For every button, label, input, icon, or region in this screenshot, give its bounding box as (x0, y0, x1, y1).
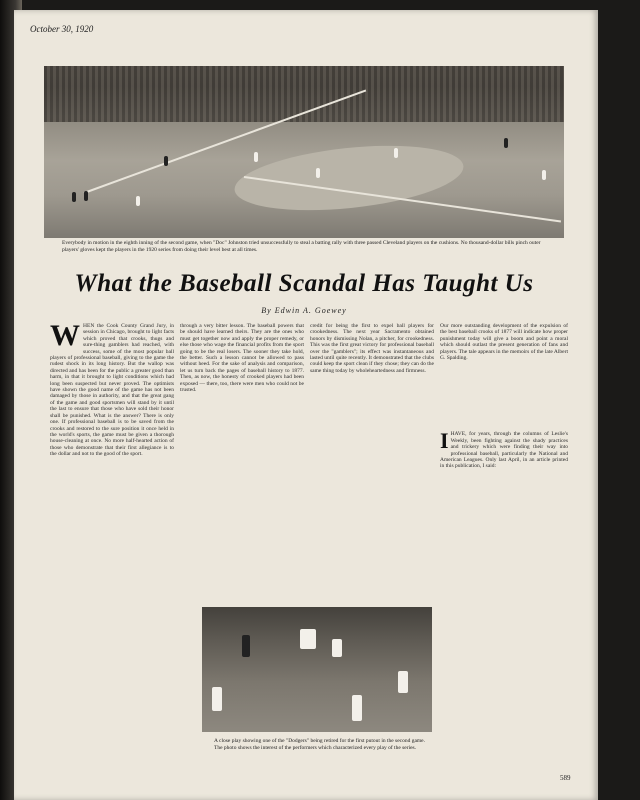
column-text: through a very bitter lesson. The baseball powers that be should have learned theirs. They are the ones who must get together now and apply the proper remedy, or else those who wage the financial profits from the sport going to be the real losers. The sooner they take hold, the better. Such a lesson cannot be allowed to pass without heed. For the sake of analysis and comparison, let us turn back the pages of baseball history to 1877. Then, as now, the honesty of crooked players had been exposed — there, too, there were men who could not be trusted. (180, 323, 304, 394)
player-figure (164, 156, 168, 166)
player-figure (398, 671, 408, 693)
article-column (440, 323, 568, 778)
player-figure (332, 639, 342, 657)
player-figure (316, 168, 320, 178)
home-plate-play-photo (202, 607, 432, 732)
article-column (50, 323, 174, 778)
umpire-figure (242, 635, 250, 657)
column-text: Our more outstanding development of the expulsion of the best baseball crooks of 1877 will indicate how proper punishment today will give a boom and point a moral which should outlast the present generation of fans and players. The tale appears in the memoirs of the late Albert G. Spalding. (440, 323, 568, 362)
player-figure (84, 191, 88, 201)
page-number: 589 (560, 774, 571, 782)
player-figure (72, 192, 76, 202)
player-figure (254, 152, 258, 162)
photo-caption: Everybody in motion in the eighth inning of the second game, when "Doc" Johnston tried unsuccessfully to steal a batting rally with three passed Cleveland players on the cushions. No thousand-dollar bills pinch outer players' gloves kept the players in the 1920 series from doing their level best at all times. (62, 240, 541, 253)
article-column (310, 323, 434, 608)
photo-caption: A close play showing one of the "Dodgers" being retired for the first putout in the second game. The photo shows the interest of the performers which characterized every play of the series. (214, 738, 425, 751)
infield (231, 136, 466, 220)
section-drop-cap: I (440, 428, 449, 454)
section-text: HAVE, for years, through the columns of Leslie's Weekly, been fighting against the shady practices and trickery which were finding their way into professional baseball, particularly the National and American Leagues. Only last April, in an article printed in this publication, I said: (440, 431, 568, 470)
player-figure (212, 687, 222, 711)
player-figure (542, 170, 546, 180)
player-figure (136, 196, 140, 206)
article-byline: By Edwin A. Goewey (261, 306, 347, 315)
column-text: HEN the Cook County Grand Jury, in session in Chicago, brought to light facts which proved that crooks, thugs and sure-thing gamblers had reached, with success, some of the most popular ball players of professional baseball, giving to the game the rudest shock in its long history. But the wallop was directed and has been for the public a greater good than harm, in that it brought to light conditions which had long been suspected but never proved. The optimists have shown the good name of the game has not been damaged by those in authority, and that the great gang of the game and good sportsmen will stand by it until the last to ensure that those who have sold their honor shall be punished. What is the answer? There is only one. If professional baseball is to be saved from the crooks and restored to the sure position it once held in the world's sports, the game must be given a thorough house-cleaning at once. No more half-hearted action of those who demonstrate that their first allegiance is to the dollar and not to the good of the sport. (50, 323, 174, 458)
article-title: What the Baseball Scandal Has Taught Us (74, 270, 534, 297)
player-figure (352, 695, 362, 721)
page-date: October 30, 1920 (30, 24, 94, 34)
drop-cap: W (50, 323, 80, 352)
baseball-field-photo (44, 66, 564, 238)
player-figure (394, 148, 398, 158)
column-text: credit for being the first to expel ball players for crookedness. The next year Sacramento obtained honors by dismissing Nolan, a pitcher, for crookedness. This was the first great victory for professional baseball over the "gamblers"; its effect was instantaneous and lasted until quite recently. It demonstrated that the clubs could keep the sport clean if they chose; they can do the same thing today by wholeheartedness and firmness. (310, 323, 434, 374)
article-column (180, 323, 304, 608)
player-figure (300, 629, 316, 649)
player-figure (504, 138, 508, 148)
